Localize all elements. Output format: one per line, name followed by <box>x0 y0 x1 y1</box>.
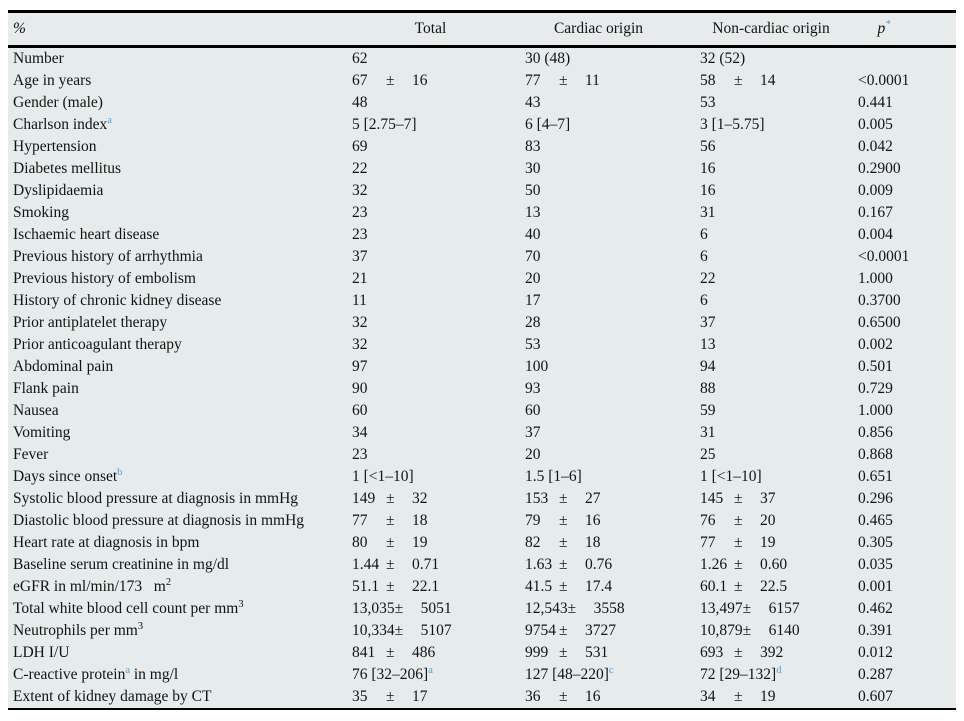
plus-minus-sign: ± <box>734 534 743 551</box>
cell-non-cardiac-origin <box>700 642 858 664</box>
cell-cardiac-origin <box>525 576 700 598</box>
value-sd: 18 <box>585 534 601 551</box>
plus-minus-sign: ± <box>734 556 743 573</box>
plus-minus-sign: ± <box>734 644 743 661</box>
cell-cardiac-origin <box>525 598 700 620</box>
cell-total: 76 [32–206]$^a$ <box>352 665 433 683</box>
footnote-marker: d <box>776 665 782 676</box>
footnote-marker: a <box>107 115 112 126</box>
row-label: Dyslipidaemia <box>13 182 104 199</box>
cell-p-value: 0.001 <box>858 578 893 595</box>
cell-non-cardiac-origin: 88 <box>700 380 716 397</box>
plus-minus-sign: ± <box>559 688 568 705</box>
value-mean: 34 <box>700 688 716 705</box>
cell-p-value: 0.296 <box>858 490 893 507</box>
value-sd: 6140 <box>768 622 800 639</box>
cell-total: 23 <box>352 446 368 463</box>
cell-p-value: 0.2900 <box>858 160 901 177</box>
cell-total <box>352 532 525 554</box>
plus-minus-sign: ± <box>734 512 743 529</box>
cell-total: 62 <box>352 50 368 67</box>
exponent: 3 <box>238 599 244 610</box>
table-row <box>8 488 956 510</box>
cell-cardiac-origin: 40 <box>525 226 541 243</box>
exponent: 3 <box>137 621 144 632</box>
cell-total: 90 <box>352 380 368 397</box>
cell-p-value: 0.6500 <box>858 314 901 331</box>
row-label: Heart rate at diagnosis in bpm <box>13 534 200 551</box>
row-label: Extent of kidney damage by CT <box>13 688 212 705</box>
cell-total <box>352 554 525 576</box>
table-row <box>8 312 956 334</box>
value-mean: 79 <box>525 512 541 529</box>
table-row <box>8 70 956 92</box>
value-mean: 841 <box>352 644 376 661</box>
row-label: Age in years <box>13 72 92 89</box>
table-row <box>8 158 956 180</box>
cell-p-value: 0.462 <box>858 600 893 617</box>
cell-p-value: 0.287 <box>858 666 893 683</box>
plus-minus-sign: ± <box>734 578 743 595</box>
value-sd: 16 <box>585 512 601 529</box>
value-sd: 3558 <box>593 600 625 617</box>
footnote-marker: a <box>125 665 130 676</box>
footnote-marker: a <box>428 665 433 676</box>
value-sd: 27 <box>585 490 601 507</box>
plus-minus-sign: ± <box>386 644 395 661</box>
table-row <box>8 510 956 532</box>
cell-cardiac-origin: 13 <box>525 204 541 221</box>
row-label: History of chronic kidney disease <box>13 292 222 309</box>
cell-non-cardiac-origin: 6 <box>700 292 708 309</box>
cell-total: 23 <box>352 204 368 221</box>
value-sd: 486 <box>412 644 436 661</box>
column-header-percent: % <box>13 20 26 37</box>
table-row <box>8 180 956 202</box>
value-sd: 17.4 <box>585 578 613 595</box>
cell-cardiac-origin: 6 [4–7] <box>525 116 571 133</box>
plus-minus-sign: ± <box>559 622 568 639</box>
cell-total: 97 <box>352 358 368 375</box>
value-sd: 5051 <box>420 600 452 617</box>
plus-minus-sign: ± <box>386 512 395 529</box>
footnote-marker: * <box>885 19 891 30</box>
cell-p-value: 0.856 <box>858 424 893 441</box>
value-sd: 0.60 <box>760 556 788 573</box>
table-row <box>8 356 956 378</box>
row-label: Fever <box>13 446 49 463</box>
table-row <box>8 664 956 686</box>
value-mean: 149 <box>352 490 376 507</box>
cell-total: 32 <box>352 314 368 331</box>
table-row <box>8 290 956 312</box>
cell-cardiac-origin <box>525 620 700 642</box>
table-row <box>8 554 956 576</box>
cell-non-cardiac-origin <box>700 488 858 510</box>
value-mean: 13,497 <box>700 600 743 617</box>
value-mean: 999 <box>525 644 549 661</box>
value-mean: 77 <box>700 534 716 551</box>
cell-total <box>352 576 525 598</box>
table-row <box>8 268 956 290</box>
value-sd: 20 <box>760 512 776 529</box>
row-label: Nausea <box>13 402 59 419</box>
cell-non-cardiac-origin <box>700 576 858 598</box>
cell-total <box>352 686 525 708</box>
cell-total: 37 <box>352 248 368 265</box>
row-label: Hypertension <box>13 138 97 155</box>
table-row <box>8 444 956 466</box>
cell-cardiac-origin: 53 <box>525 336 541 353</box>
plus-minus-sign: ± <box>559 534 568 551</box>
cell-total: 69 <box>352 138 368 155</box>
row-label: Baseline serum creatinine in mg/dl <box>13 556 230 573</box>
cell-non-cardiac-origin: 31 <box>700 204 716 221</box>
cell-non-cardiac-origin <box>700 510 858 532</box>
table-row <box>8 202 956 224</box>
cell-total: 48 <box>352 94 368 111</box>
value-mean: 1.63 <box>525 556 553 573</box>
cell-cardiac-origin <box>525 510 700 532</box>
cell-cardiac-origin: 83 <box>525 138 541 155</box>
row-label: Abdominal pain <box>13 358 114 375</box>
cell-cardiac-origin: 50 <box>525 182 541 199</box>
cell-non-cardiac-origin: 6 <box>700 226 708 243</box>
value-sd: 16 <box>585 688 601 705</box>
plus-minus-sign: ± <box>742 600 752 617</box>
row-label: Previous history of arrhythmia <box>13 248 203 265</box>
table-body <box>8 48 956 710</box>
cell-cardiac-origin <box>525 554 700 576</box>
value-sd: 11 <box>585 72 600 89</box>
table-row <box>8 400 956 422</box>
cell-p-value: 0.391 <box>858 622 893 639</box>
cell-non-cardiac-origin: 22 <box>700 270 716 287</box>
row-label: Gender (male) <box>13 94 103 111</box>
table-row <box>8 642 956 664</box>
value-mean: 1.44 <box>352 556 380 573</box>
footnote-marker: b <box>117 467 123 478</box>
cell-cardiac-origin: 30 <box>525 160 541 177</box>
value-sd: 531 <box>585 644 609 661</box>
table-row <box>8 334 956 356</box>
cell-cardiac-origin: 93 <box>525 380 541 397</box>
row-label: Charlson index$^a$ <box>13 115 112 133</box>
cell-cardiac-origin <box>525 70 700 92</box>
cell-non-cardiac-origin <box>700 532 858 554</box>
cell-total <box>352 488 525 510</box>
plus-minus-sign: ± <box>386 556 395 573</box>
row-label: Prior antiplatelet therapy <box>13 314 168 331</box>
cell-cardiac-origin: 1.5 [1–6] <box>525 468 582 485</box>
table-row <box>8 114 956 136</box>
value-mean: 60.1 <box>700 578 728 595</box>
value-mean: 41.5 <box>525 578 553 595</box>
cell-p-value: 0.005 <box>858 116 893 133</box>
table-row <box>8 246 956 268</box>
table-row <box>8 92 956 114</box>
cell-p-value: 0.3700 <box>858 292 901 309</box>
table-row <box>8 598 956 620</box>
row-label: Ischaemic heart disease <box>13 226 160 243</box>
plus-minus-sign: ± <box>386 534 395 551</box>
cell-cardiac-origin <box>525 532 700 554</box>
row-label: Diabetes mellitus <box>13 160 122 177</box>
cell-cardiac-origin <box>525 488 700 510</box>
plus-minus-sign: ± <box>394 600 404 617</box>
cell-non-cardiac-origin: 16 <box>700 160 716 177</box>
table-row <box>8 532 956 554</box>
plus-minus-sign: ± <box>734 72 743 89</box>
cell-non-cardiac-origin <box>700 686 858 708</box>
table-row <box>8 48 956 70</box>
row-label: eGFR in ml/min/173 $m^2$ <box>13 577 172 595</box>
cell-total: 32 <box>352 182 368 199</box>
cell-non-cardiac-origin: 53 <box>700 94 716 111</box>
plus-minus-sign: ± <box>559 578 568 595</box>
cell-p-value: 0.004 <box>858 226 893 243</box>
cell-total: 1 [<1–10] <box>352 468 414 485</box>
cell-non-cardiac-origin: 25 <box>700 446 716 463</box>
cell-total: 60 <box>352 402 368 419</box>
table-header-row <box>8 10 956 48</box>
cell-p-value: 1.000 <box>858 270 893 287</box>
row-label: LDH I/U <box>13 644 70 661</box>
plus-minus-sign: ± <box>386 688 395 705</box>
cell-non-cardiac-origin: 6 <box>700 248 708 265</box>
value-sd: 0.76 <box>585 556 613 573</box>
value-mean: 80 <box>352 534 368 551</box>
footnote-marker: c <box>608 665 614 676</box>
cell-cardiac-origin: 70 <box>525 248 541 265</box>
cell-non-cardiac-origin: 1 [<1–10] <box>700 468 762 485</box>
value-mean: 9754 <box>525 622 556 639</box>
cell-p-value: 0.729 <box>858 380 893 397</box>
cell-p-value: 0.042 <box>858 138 893 155</box>
plus-minus-sign: ± <box>386 490 395 507</box>
row-label: Total white blood cell count per $mm^3$ <box>13 599 244 617</box>
cell-total: 23 <box>352 226 368 243</box>
value-sd: 22.1 <box>412 578 440 595</box>
table-row <box>8 136 956 158</box>
row-label: Vomiting <box>13 424 71 441</box>
table-row <box>8 224 956 246</box>
value-mean: 12,543 <box>525 600 568 617</box>
value-sd: 6157 <box>768 600 800 617</box>
plus-minus-sign: ± <box>742 622 752 639</box>
cell-p-value: 0.167 <box>858 204 893 221</box>
cell-total <box>352 620 525 642</box>
cell-total: 21 <box>352 270 368 287</box>
cell-cardiac-origin <box>525 642 700 664</box>
plus-minus-sign: ± <box>734 490 743 507</box>
column-header-total: Total <box>414 20 447 37</box>
value-mean: 76 <box>700 512 716 529</box>
value-sd: 14 <box>760 72 776 89</box>
cell-p-value: 0.441 <box>858 94 893 111</box>
table-row <box>8 378 956 400</box>
value-sd: 32 <box>412 490 428 507</box>
value-mean: 1.26 <box>700 556 728 573</box>
value-mean: 145 <box>700 490 724 507</box>
cell-total: 22 <box>352 160 368 177</box>
cell-cardiac-origin: 20 <box>525 270 541 287</box>
cell-non-cardiac-origin: 31 <box>700 424 716 441</box>
row-label: Days since onset$^b$ <box>13 467 123 485</box>
plus-minus-sign: ± <box>567 600 577 617</box>
row-label: Number <box>13 50 64 67</box>
plus-minus-sign: ± <box>559 490 568 507</box>
table-row <box>8 576 956 598</box>
plus-minus-sign: ± <box>386 72 395 89</box>
cell-p-value <box>858 48 956 70</box>
column-header-cardiac-origin: Cardiac origin <box>553 20 644 37</box>
cell-non-cardiac-origin <box>700 620 858 642</box>
plus-minus-sign: ± <box>559 644 568 661</box>
cell-total <box>352 598 525 620</box>
value-sd: 19 <box>760 688 776 705</box>
cell-non-cardiac-origin <box>700 554 858 576</box>
cell-total: 32 <box>352 336 368 353</box>
row-label: Prior anticoagulant therapy <box>13 336 182 353</box>
plus-minus-sign: ± <box>394 622 404 639</box>
cell-total <box>352 510 525 532</box>
cell-p-value: 0.651 <box>858 468 893 485</box>
cell-cardiac-origin: 37 <box>525 424 541 441</box>
value-mean: 77 <box>352 512 368 529</box>
value-mean: 13,035 <box>352 600 395 617</box>
value-mean: 51.1 <box>352 578 380 595</box>
row-label: Previous history of embolism <box>13 270 196 287</box>
cell-cardiac-origin: 17 <box>525 292 541 309</box>
value-sd: 19 <box>412 534 428 551</box>
table-row <box>8 686 956 708</box>
row-label: C-reactive protein$^a$ in mg/l <box>13 665 179 683</box>
cell-total <box>352 70 525 92</box>
cell-p-value: 0.002 <box>858 336 893 353</box>
cell-p-value: 0.305 <box>858 534 893 551</box>
cell-non-cardiac-origin: 56 <box>700 138 716 155</box>
cell-total <box>352 642 525 664</box>
row-label: Diastolic blood pressure at diagnosis in mmHg <box>13 512 305 529</box>
value-sd: 19 <box>760 534 776 551</box>
cell-non-cardiac-origin: 94 <box>700 358 716 375</box>
value-sd: 16 <box>412 72 428 89</box>
table-row <box>8 422 956 444</box>
plus-minus-sign: ± <box>559 512 568 529</box>
cell-total: 5 [2.75–7] <box>352 116 417 133</box>
cell-non-cardiac-origin: 72 [29–132]$^d$ <box>700 665 782 683</box>
cell-p-value: 0.501 <box>858 358 893 375</box>
cell-total: 11 <box>352 292 367 309</box>
cell-non-cardiac-origin: 32 (52) <box>700 50 746 67</box>
plus-minus-sign: ± <box>559 556 568 573</box>
cell-cardiac-origin: 28 <box>525 314 541 331</box>
table-row <box>8 466 956 488</box>
value-sd: 3727 <box>585 622 616 639</box>
value-mean: 10,879 <box>700 622 743 639</box>
value-mean: 35 <box>352 688 368 705</box>
cell-p-value: 0.012 <box>858 644 893 661</box>
row-label: Flank pain <box>13 380 79 397</box>
column-header-non-cardiac-origin: Non-cardiac origin <box>712 20 830 37</box>
plus-minus-sign: ± <box>559 72 568 89</box>
plus-minus-sign: ± <box>386 578 395 595</box>
cell-non-cardiac-origin <box>700 598 858 620</box>
cell-cardiac-origin: 43 <box>525 94 541 111</box>
cell-non-cardiac-origin: 13 <box>700 336 716 353</box>
cell-p-value: 0.607 <box>858 688 893 705</box>
value-mean: 36 <box>525 688 541 705</box>
row-label: Neutrophils per $mm^3$ <box>13 621 144 639</box>
table-row <box>8 620 956 642</box>
cell-cardiac-origin <box>525 686 700 708</box>
cell-p-value: 0.868 <box>858 446 893 463</box>
value-mean: 77 <box>525 72 541 89</box>
cell-total: 34 <box>352 424 368 441</box>
value-mean: 10,334 <box>352 622 395 639</box>
cell-p-value: <0.0001 <box>858 248 910 265</box>
cell-non-cardiac-origin: 3 [1–5.75] <box>700 116 765 133</box>
cell-p-value: 0.009 <box>858 182 893 199</box>
cell-non-cardiac-origin: 16 <box>700 182 716 199</box>
cell-cardiac-origin: 60 <box>525 402 541 419</box>
value-sd: 37 <box>760 490 776 507</box>
cell-p-value: 1.000 <box>858 402 893 419</box>
value-sd: 392 <box>760 644 784 661</box>
value-sd: 22.5 <box>760 578 788 595</box>
cell-non-cardiac-origin: 37 <box>700 314 716 331</box>
cell-cardiac-origin: 127 [48–220]$^c$ <box>525 665 614 683</box>
cell-non-cardiac-origin <box>700 70 858 92</box>
cell-p-value: 0.465 <box>858 512 893 529</box>
cell-p-value: 0.035 <box>858 556 893 573</box>
value-mean: 67 <box>352 72 368 89</box>
cell-non-cardiac-origin: 59 <box>700 402 716 419</box>
cell-p-value: <0.0001 <box>858 72 910 89</box>
clinical-characteristics-table <box>8 10 956 710</box>
exponent: 2 <box>165 577 172 588</box>
value-sd: 0.71 <box>412 556 440 573</box>
cell-cardiac-origin: 100 <box>525 358 549 375</box>
value-sd: 17 <box>412 688 428 705</box>
value-mean: 82 <box>525 534 541 551</box>
cell-cardiac-origin: 30 (48) <box>525 50 571 67</box>
value-mean: 693 <box>700 644 724 661</box>
value-sd: 18 <box>412 512 428 529</box>
row-label: Smoking <box>13 204 69 221</box>
plus-minus-sign: ± <box>734 688 743 705</box>
column-header-p-value: p* <box>877 19 891 37</box>
cell-cardiac-origin: 20 <box>525 446 541 463</box>
value-mean: 153 <box>525 490 549 507</box>
value-mean: 58 <box>700 72 716 89</box>
row-label: Systolic blood pressure at diagnosis in mmHg <box>13 490 299 507</box>
value-sd: 5107 <box>420 622 452 639</box>
